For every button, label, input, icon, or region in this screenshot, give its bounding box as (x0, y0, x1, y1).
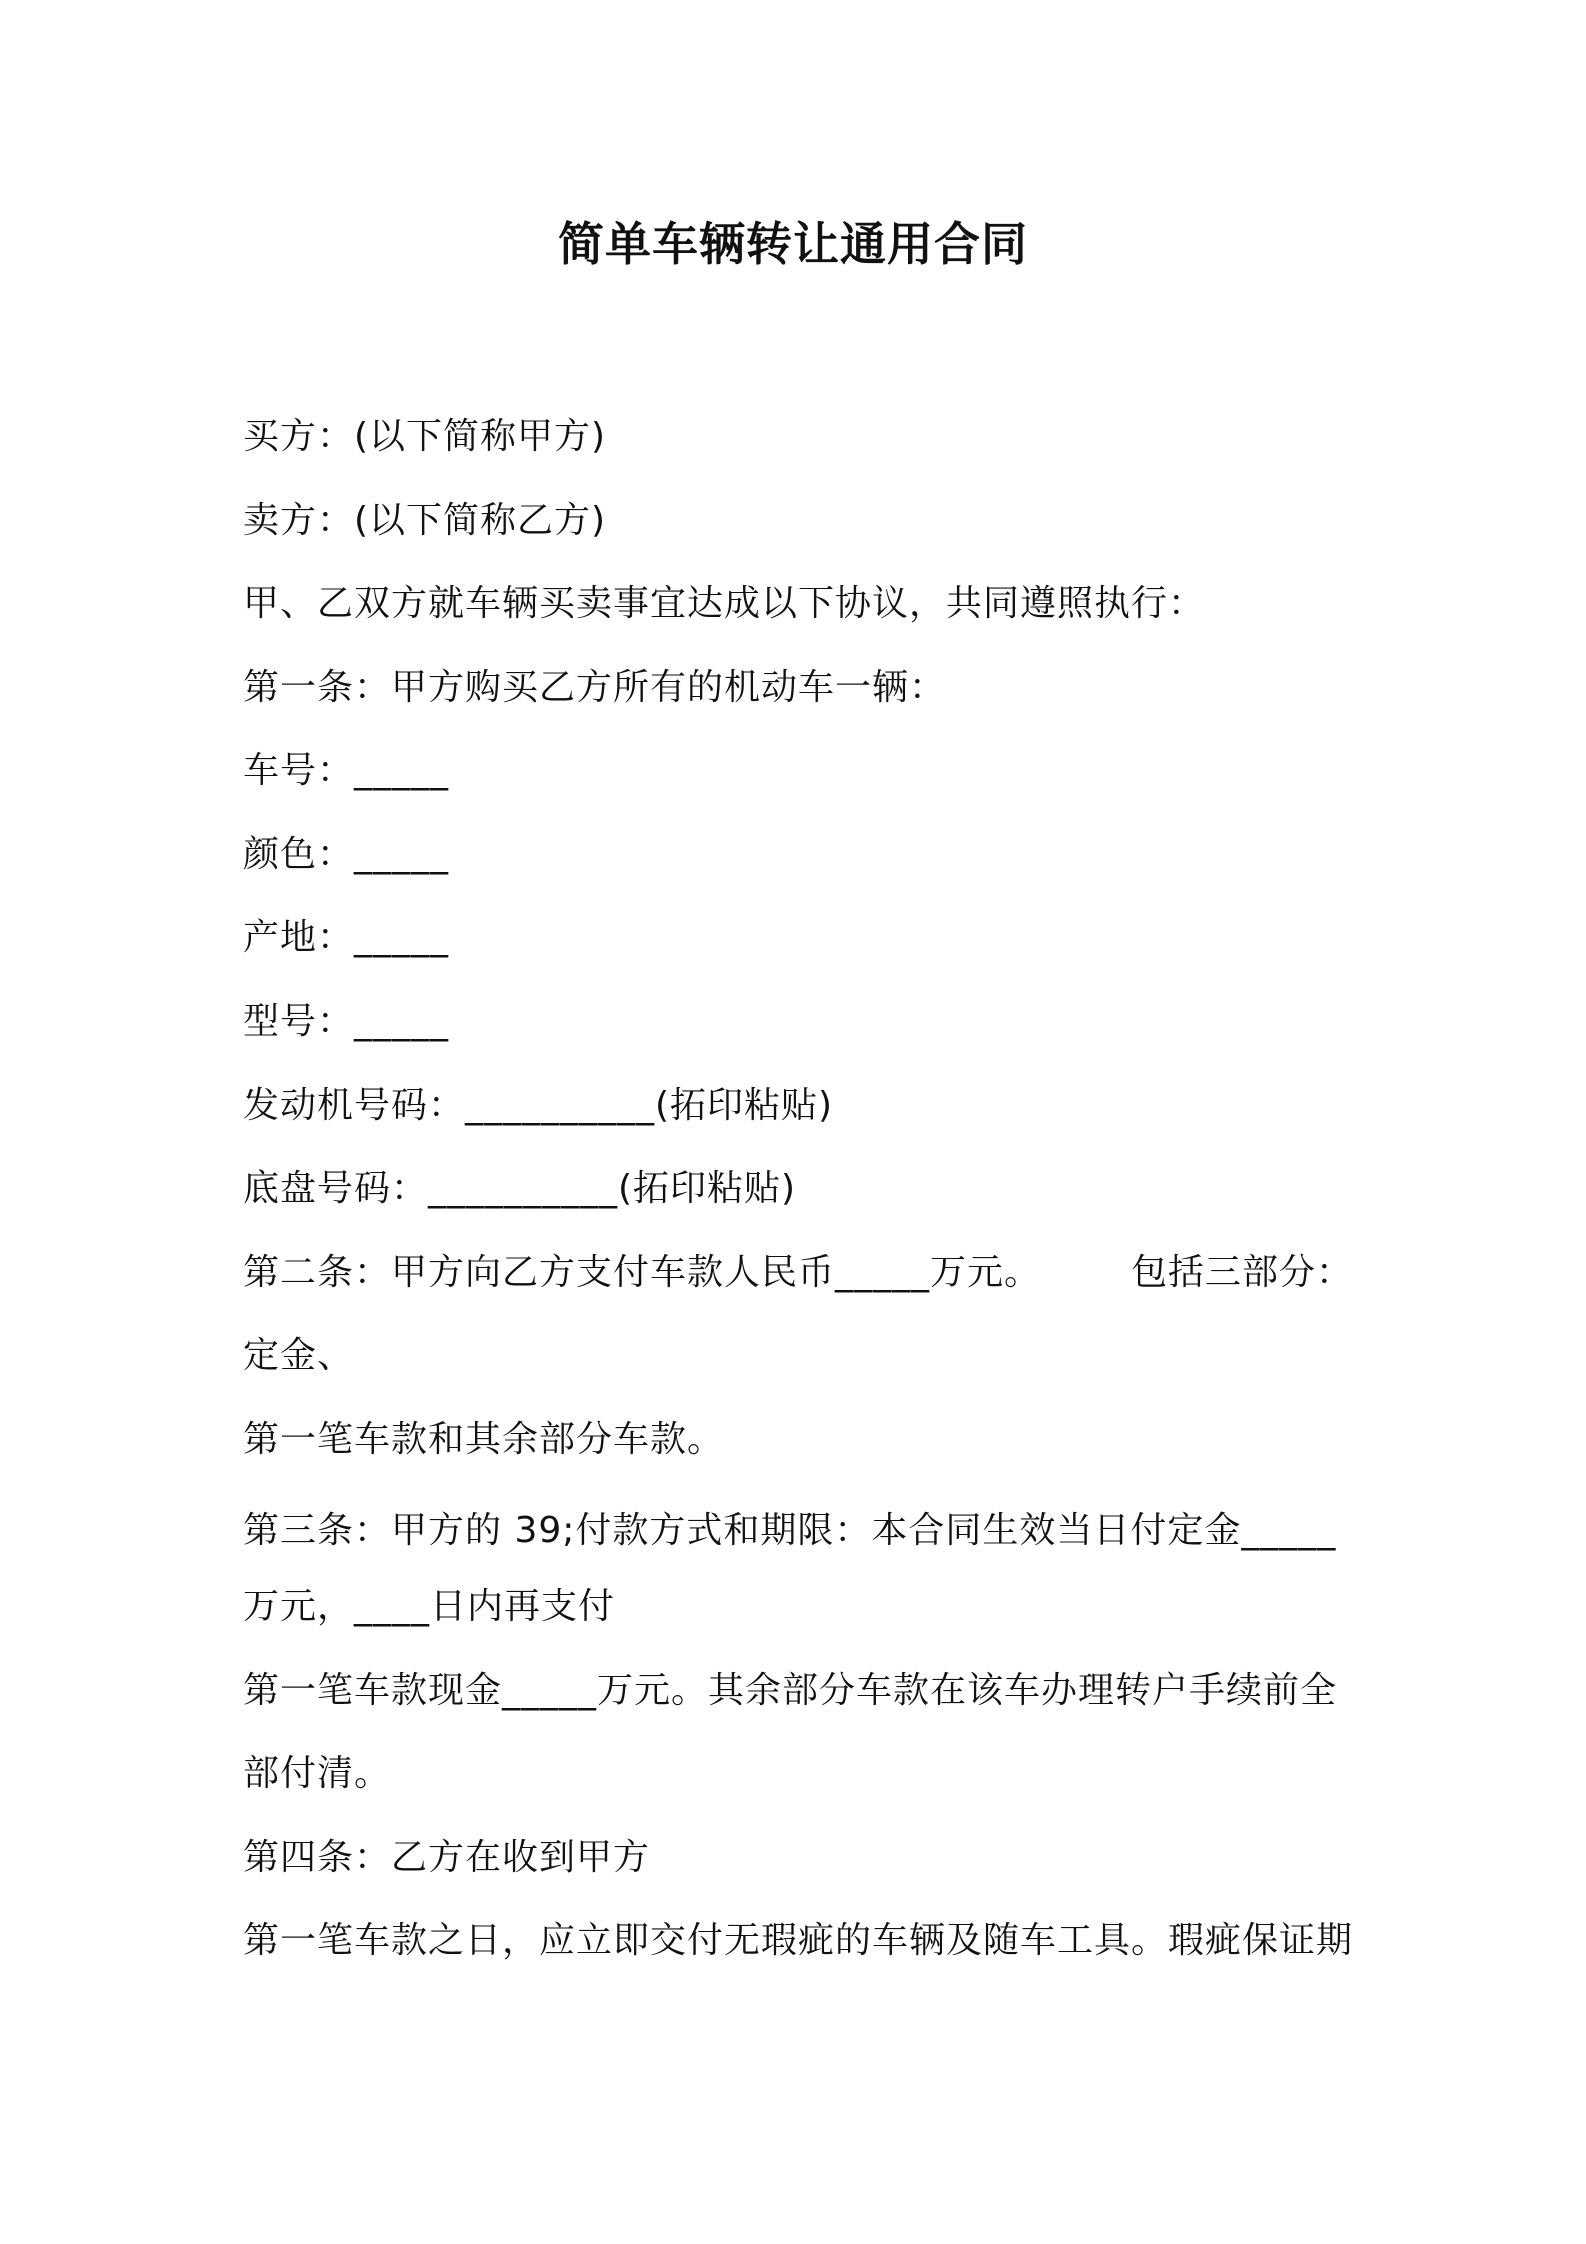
document-title: 简单车辆转让通用合同 (558, 217, 1028, 271)
plate-number-field: 车号：_____ (243, 750, 450, 791)
article-3-continued: 万元，____日内再支付 (243, 1586, 616, 1627)
buyer-line: 买方：(以下简称甲方) (243, 416, 607, 457)
article-2 (243, 1248, 1353, 1298)
article-1: 第一条：甲方购买乙方所有的机动车一辆： (243, 667, 947, 708)
article-2-parts: 包括三部分： (1131, 1252, 1354, 1293)
deposit-line: 定金、 (243, 1335, 355, 1376)
article-4: 第四条：乙方在收到甲方 (243, 1837, 651, 1878)
color-field: 颜色：_____ (243, 834, 450, 875)
article-3: 第三条：甲方的 39;付款方式和期限：本合同生效当日付定金_____ (243, 1510, 1337, 1551)
first-payment-line-end: 部付清。 (243, 1753, 392, 1794)
engine-number-field: 发动机号码：__________(拓印粘贴) (243, 1085, 834, 1126)
origin-field: 产地：_____ (243, 917, 450, 958)
payments-line: 第一笔车款和其余部分车款。 (243, 1419, 725, 1460)
agreement-intro: 甲、乙双方就车辆买卖事宜达成以下协议，共同遵照执行： (243, 583, 1206, 624)
article-4-continued: 第一笔车款之日，应立即交付无瑕疵的车辆及随车工具。瑕疵保证期 (243, 1920, 1354, 1961)
chassis-number-field: 底盘号码：__________(拓印粘贴) (243, 1168, 797, 1209)
first-payment-line: 第一笔车款现金_____万元。其余部分车款在该车办理转户手续前全 (243, 1670, 1338, 1711)
seller-line: 卖方：(以下简称乙方) (243, 500, 607, 541)
article-2-text: 第二条：甲方向乙方支付车款人民币_____万元。 (243, 1252, 1042, 1293)
model-field: 型号：_____ (243, 1001, 450, 1042)
